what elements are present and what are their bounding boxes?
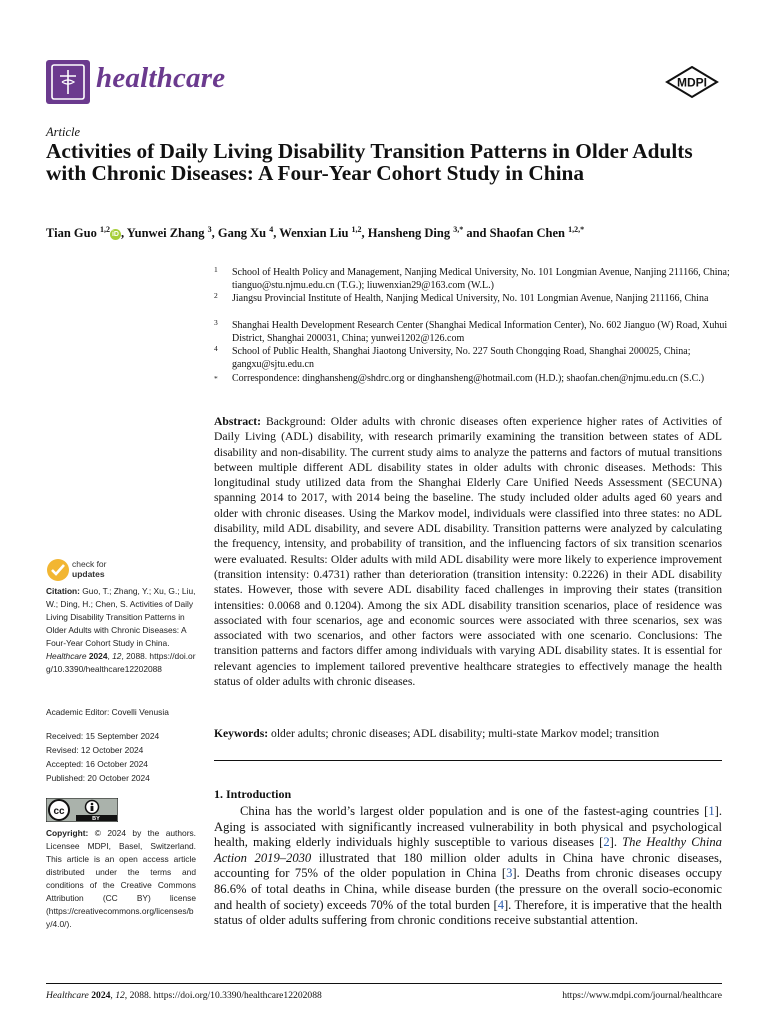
footer-year: 2024 [91, 990, 111, 1001]
received-date: Received: 15 September 2024 [46, 731, 160, 741]
intro-text: ]. Deaths from chronic diseases occupy 86.6% of total deaths in China, while disease burden (the pressure on the overall socio-economic and health of society) exceeds 70% of the total burden [ [214, 866, 722, 912]
check-updates-line1: check for [72, 559, 107, 569]
citation-block: Citation: Guo, T.; Zhang, Y.; Xu, G.; Liu, W.; Ding, H.; Chen, S. Activities of Daily Living Disability Transition Patterns in Older Adults with Chronic Diseases: A Four-Year Cohort Study in China. Healthcare 2024, 12, 2088. https://doi.org/10.3390/healthcare12202088 [46, 586, 196, 674]
abstract-text: Background: Older adults with chronic diseases often experience higher rates of Activities of Daily Living (ADL) disability, with research primarily examining the transition between states of ADL disability and non-disability. The current study aims to analyze the patterns and factors of mutual transitions between multiple different ADL disability states in older adults with chronic diseases. Methods: This longitudinal study utilized data from the Shanghai Elderly Care Unified Needs Assessment (SECUNA) spanning 2014 to 2017, with 2014 being the baseline. The study included older adults aged 60 years and older with chronic diseases. Using the Markov model, individuals were classified into three states: no ADL disability, mild ADL disability, and severe ADL disability. Transition patterns were analyzed by calculating the frequency, intensity, and probability of transition, and the influencing factors of six transition scenarios were evaluated. Results: Older adults with mild ADL disability were more likely to experience improvement (transition intensity: 0.4731) rather than deterioration (transition intensity: 0.2226) in their ADL disability states. However, those with severe ADL disability faced challenges in improving their states (transition intensities: 0.0068 and 0.1204). Among the six ADL disability transition scenarios, place of residence was associated with four scenarios, age and economic sources were associated with three scenarios, sex was associated with two scenarios, and other factors were associated with one scenario. Conclusions: The transition patterns and factors differ among individuals with varying ADL disability states. It is essential for relevant agencies to implement tailored preventive healthcare strategies to effectively manage the health status of older adults with chronic diseases. [214, 415, 722, 689]
check-for-updates-button[interactable] [46, 558, 146, 582]
citation-volume: 12 [112, 651, 122, 661]
affiliation-number: 1 [214, 265, 218, 274]
author-name[interactable]: Shaofan Chen [489, 226, 566, 241]
intro-italic-title: The Healthy China Action 2019–2030 [214, 835, 722, 865]
footer-journal-url[interactable]: https://www.mdpi.com/journal/healthcare [562, 990, 722, 1001]
author-affiliation-sup: 1,2 [99, 225, 110, 234]
copyright-label: Copyright: [46, 828, 89, 838]
article-title: Activities of Daily Living Disability Transition Patterns in Older Adults with Chronic Diseases: A Four-Year Cohort Study in China [46, 139, 693, 185]
affiliation-text: Jiangsu Provincial Institute of Health, Nanjing Medical University, No. 101 Longmian Avenue, Nanjing 211166, China [232, 293, 709, 304]
author-name[interactable]: Yunwei Zhang [126, 226, 205, 241]
affiliation-text: School of Public Health, Shanghai Jiaotong University, No. 227 South Chongqing Road, Shanghai 200025, China; gangxu@sjtu.edu.cn [232, 346, 691, 370]
author-name[interactable]: Wenxian Liu [279, 226, 349, 241]
section-heading: 1. Introduction [214, 787, 292, 801]
abstract-label: Abstract: [214, 415, 262, 428]
author-affiliation-sup: 1,2,* [568, 225, 585, 234]
copyright-text: © 2024 by the authors. Licensee MDPI, Basel, Switzerland. This article is an open access article distributed under the terms and conditions of the Creative Commons Attribution (CC BY) license (https://creativecommons.org/licenses/by/4.0/). [46, 828, 196, 929]
check-updates-line2: updates [72, 569, 105, 579]
affiliation-text: Shanghai Health Development Research Center (Shanghai Medical Information Center), No. 602 Jianguo (W) Road, Xuhui District, Shanghai 200031, China; yunwei1202@126.com [232, 320, 728, 344]
affiliation-number: 4 [214, 344, 218, 353]
affiliation-number: * [214, 374, 218, 383]
intro-text: China has the world’s largest older population and is one of the fastest-aging countries [ [240, 804, 709, 818]
author-affiliation-sup: 3,* [453, 225, 464, 234]
citation-journal: Healthcare [46, 651, 87, 661]
footer-journal: Healthcare [46, 990, 89, 1001]
check-updates-icon [46, 558, 72, 582]
keywords [214, 727, 722, 740]
article-type: Article [46, 125, 81, 139]
mdpi-logo-icon[interactable] [665, 66, 719, 99]
accepted-date: Accepted: 16 October 2024 [46, 759, 148, 769]
citation-pages: 2088. [126, 651, 148, 661]
intro-text: ]. Therefore, it is imperative that the health status of older adults suffering from chronic conditions receive substantial attention. [214, 897, 722, 928]
footer-doi[interactable]: , 2088. https://doi.org/10.3390/healthcare12202088 [124, 990, 322, 1001]
footer-divider [46, 983, 722, 984]
intro-text: illustrated that 180 million older adults in China have chronic diseases, accounting for 75% of the older population in China [ [214, 850, 722, 881]
author-affiliation-sup: 4 [269, 225, 274, 234]
author-name[interactable]: Gang Xu [217, 226, 267, 241]
keywords-text: older adults; chronic diseases; ADL disability; multi-state Markov model; transition [271, 727, 660, 740]
academic-editor: Academic Editor: Covelli Venusia [46, 707, 169, 717]
author-affiliation-sup: 3 [207, 225, 212, 234]
cc-badge-text: BY [92, 816, 100, 822]
footer-citation: Healthcare 2024, 12, 2088. https://doi.org/10.3390/healthcare12202088 [46, 990, 322, 1001]
orcid-icon[interactable]: iD [111, 231, 119, 239]
citation-text: Guo, T.; Zhang, Y.; Xu, G.; Liu, W.; Ding, H.; Chen, S. Activities of Daily Living Disability Transition Patterns in Older Adults with Chronic Diseases: A Four-Year Cohort Study in China. [46, 586, 196, 648]
citation-year: 2024 [88, 651, 108, 661]
author-name[interactable]: Hansheng Ding [367, 226, 451, 241]
author-affiliation-sup: 1,2 [351, 225, 362, 234]
footer-volume: 12 [115, 990, 125, 1001]
citation-link[interactable]: 1 [708, 804, 715, 818]
section-divider [214, 760, 722, 761]
journal-name[interactable]: healthcare [96, 62, 226, 94]
affiliation-number: 2 [214, 291, 218, 300]
affiliation-text: School of Health Policy and Management, Nanjing Medical University, No. 101 Longmian Avenue, Nanjing 211166, China; tianguo@stu.njmu.edu.cn (T.G.); liuwenxian29@163.com (W.L.) [232, 267, 730, 291]
citation-link[interactable]: 3 [506, 866, 513, 881]
intro-text: ]. Aging is associated with significantly increased vulnerability in both physical and psychological health, making elderly individuals highly susceptible to various diseases [ [214, 804, 722, 850]
citation-link[interactable]: 4 [497, 897, 504, 912]
copyright-block [46, 827, 196, 931]
citation-doi-link[interactable]: https://doi.org/10.3390/healthcare12202088 [46, 651, 196, 674]
citation-link[interactable]: 2 [603, 835, 610, 850]
intro-paragraph [214, 804, 722, 929]
published-date: Published: 20 October 2024 [46, 773, 150, 783]
revised-date: Revised: 12 October 2024 [46, 745, 144, 755]
cc-by-license-icon[interactable] [46, 798, 118, 822]
publisher-name: MDPI [677, 75, 707, 90]
journal-logo-icon [46, 60, 90, 104]
intro-text: ]. [609, 835, 623, 850]
correspondence-text: Correspondence: dinghansheng@shdrc.org or dinghansheng@hotmail.com (H.D.); shaofan.chen@njmu.edu.cn (S.C.) [232, 373, 705, 384]
keywords-label: Keywords: [214, 727, 269, 740]
citation-label: Citation: [46, 586, 80, 596]
abstract [214, 414, 722, 689]
affiliation-number: 3 [214, 318, 218, 327]
author-name[interactable]: Tian Guo [46, 226, 97, 241]
author-list: Tian Guo $^{1,2}$iD , Yunwei Zhang $^3$, Gang Xu $^4$, Wenxian Liu $^{1,2}$, Hansheng Ding $^{3,*}$ and Shaofan Chen $^{1,2,*}$ [46, 225, 585, 241]
svg-text:cc: cc [53, 806, 65, 817]
